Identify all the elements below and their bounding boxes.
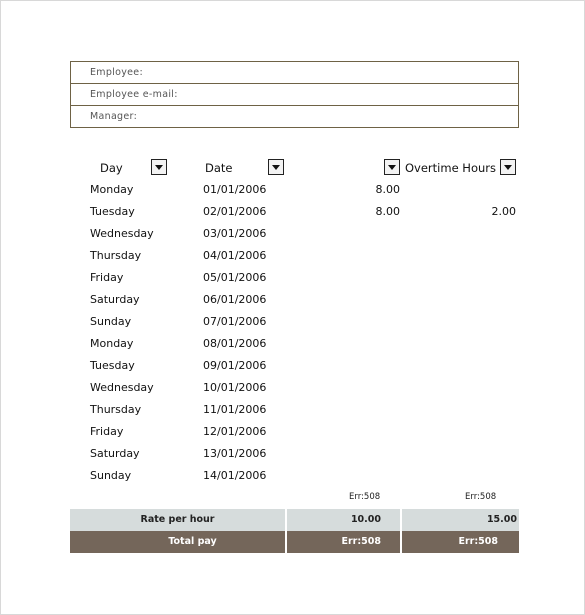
column-header-date: Date bbox=[205, 161, 233, 175]
day-cell: Tuesday bbox=[90, 205, 135, 218]
employee-email-row[interactable] bbox=[71, 84, 519, 106]
table-row[interactable] bbox=[0, 377, 585, 399]
overtime-cell: 2.00 bbox=[491, 205, 516, 218]
day-cell: Thursday bbox=[90, 403, 142, 416]
table-row[interactable] bbox=[0, 355, 585, 377]
table-row[interactable] bbox=[0, 289, 585, 311]
date-cell: 01/01/2006 bbox=[203, 183, 267, 196]
date-cell: 12/01/2006 bbox=[203, 425, 267, 438]
day-cell: Sunday bbox=[90, 315, 132, 328]
table-row[interactable] bbox=[0, 465, 585, 487]
date-cell: 06/01/2006 bbox=[203, 293, 267, 306]
table-row[interactable] bbox=[0, 399, 585, 421]
hours-total-cell: Err:508 bbox=[349, 492, 381, 502]
day-cell: Wednesday bbox=[90, 381, 154, 394]
hours-rate-cell[interactable]: 10.00 bbox=[350, 514, 381, 525]
date-cell: 05/01/2006 bbox=[203, 271, 267, 284]
info-right-border bbox=[518, 61, 519, 128]
day-cell: Saturday bbox=[90, 447, 140, 460]
column-header-day: Day bbox=[100, 161, 123, 175]
hours-filter-dropdown-icon[interactable] bbox=[384, 159, 400, 175]
table-row[interactable] bbox=[0, 179, 585, 201]
date-cell: 11/01/2006 bbox=[203, 403, 267, 416]
overtime-rate-cell[interactable]: 15.00 bbox=[486, 514, 517, 525]
day-cell: Wednesday bbox=[90, 227, 154, 240]
date-cell: 02/01/2006 bbox=[203, 205, 267, 218]
employee-row[interactable] bbox=[71, 62, 519, 84]
day-cell: Sunday bbox=[90, 469, 132, 482]
date-cell: 08/01/2006 bbox=[203, 337, 267, 350]
date-cell: 03/01/2006 bbox=[203, 227, 267, 240]
timesheet-rows bbox=[0, 179, 585, 487]
table-row[interactable] bbox=[0, 223, 585, 245]
manager-label: Manager: bbox=[90, 111, 138, 122]
total-pay-row bbox=[70, 531, 519, 553]
day-cell: Friday bbox=[90, 271, 124, 284]
rate-per-hour-label: Rate per hour bbox=[140, 514, 215, 525]
day-cell: Thursday bbox=[90, 249, 142, 262]
employee-info-block bbox=[70, 61, 519, 128]
date-cell: 07/01/2006 bbox=[203, 315, 267, 328]
hours-pay-cell: Err:508 bbox=[341, 536, 381, 547]
overtime-total-cell: Err:508 bbox=[465, 492, 497, 502]
table-row[interactable] bbox=[0, 311, 585, 333]
date-cell: 14/01/2006 bbox=[203, 469, 267, 482]
employee-label: Employee: bbox=[90, 67, 143, 78]
overtime-pay-cell: Err:508 bbox=[458, 536, 498, 547]
day-cell: Saturday bbox=[90, 293, 140, 306]
manager-row[interactable] bbox=[71, 106, 519, 128]
day-cell: Friday bbox=[90, 425, 124, 438]
date-filter-dropdown-icon[interactable] bbox=[268, 159, 284, 175]
date-cell: 10/01/2006 bbox=[203, 381, 267, 394]
day-cell: Tuesday bbox=[90, 359, 135, 372]
hours-cell: 8.00 bbox=[375, 183, 400, 196]
table-row[interactable] bbox=[0, 267, 585, 289]
table-row[interactable] bbox=[0, 245, 585, 267]
date-cell: 09/01/2006 bbox=[203, 359, 267, 372]
column-header-overtime: Overtime Hours bbox=[405, 161, 496, 175]
table-row[interactable] bbox=[0, 201, 585, 223]
rate-per-hour-row bbox=[70, 509, 519, 531]
table-row[interactable] bbox=[0, 333, 585, 355]
date-cell: 04/01/2006 bbox=[203, 249, 267, 262]
hours-cell: 8.00 bbox=[375, 205, 400, 218]
day-cell: Monday bbox=[90, 183, 134, 196]
table-row[interactable] bbox=[0, 443, 585, 465]
employee-email-label: Employee e-mail: bbox=[90, 89, 178, 100]
day-filter-dropdown-icon[interactable] bbox=[151, 159, 167, 175]
total-pay-label: Total pay bbox=[168, 536, 217, 547]
table-row[interactable] bbox=[0, 421, 585, 443]
overtime-filter-dropdown-icon[interactable] bbox=[500, 159, 516, 175]
date-cell: 13/01/2006 bbox=[203, 447, 267, 460]
day-cell: Monday bbox=[90, 337, 134, 350]
